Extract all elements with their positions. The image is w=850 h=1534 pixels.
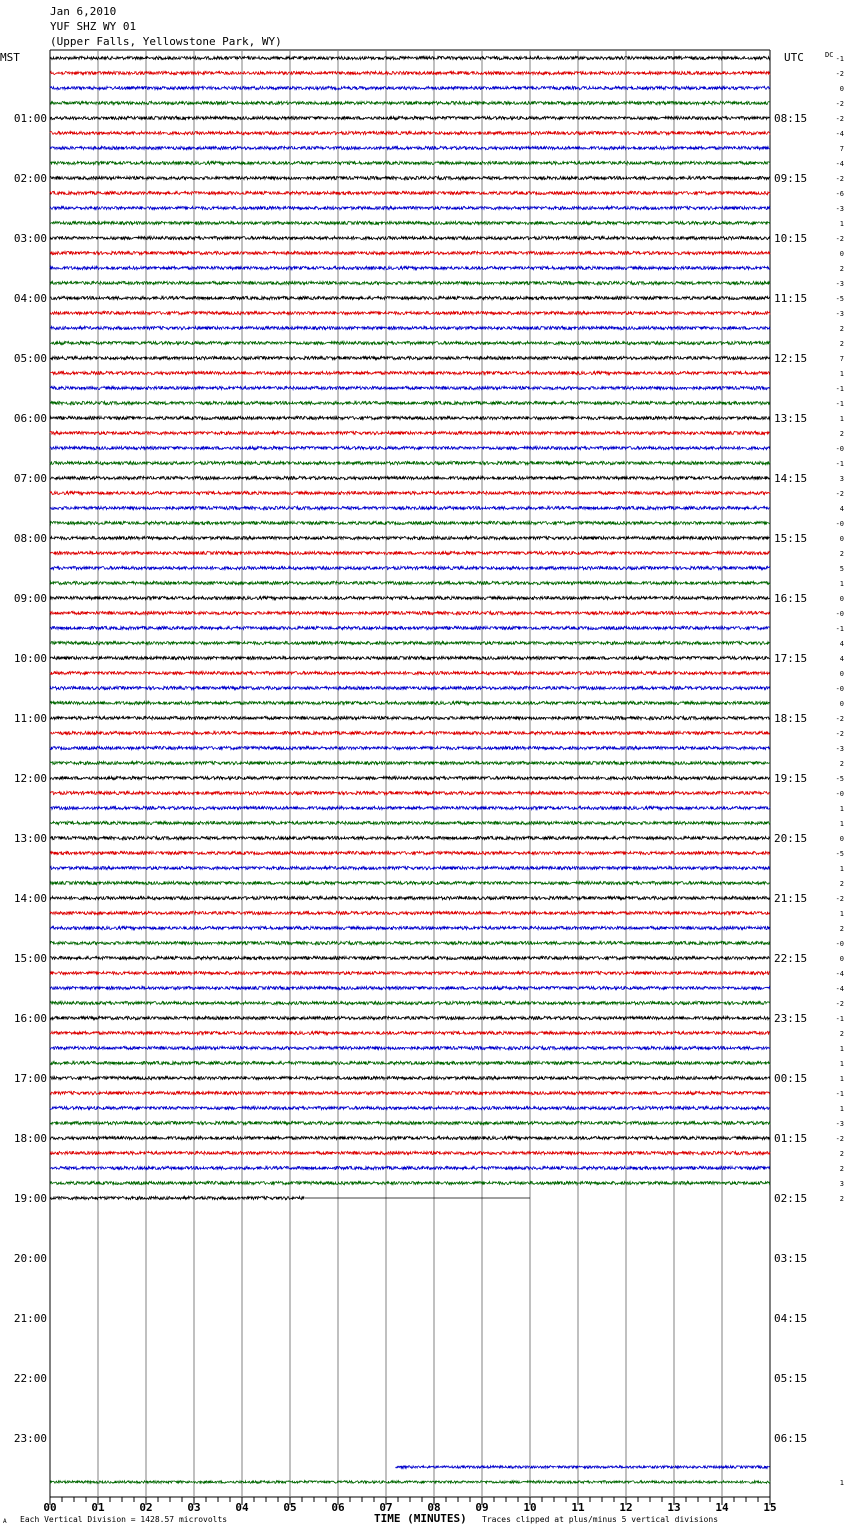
mst-hour-label: 17:00	[13, 1072, 47, 1085]
seismic-trace	[50, 356, 770, 359]
mst-axis-label: MST	[0, 51, 20, 64]
mst-hour-label: 02:00	[13, 172, 47, 185]
seismic-trace	[50, 326, 770, 329]
dc-offset-value: 0	[839, 535, 844, 543]
mst-hour-label: 13:00	[13, 832, 47, 845]
seismic-trace	[50, 401, 770, 404]
seismic-trace	[50, 1031, 770, 1034]
seismic-trace	[50, 1166, 770, 1169]
seismic-trace	[50, 941, 770, 944]
seismic-trace	[50, 131, 770, 134]
utc-hour-label: 19:15	[774, 772, 808, 785]
header-station: YUF SHZ WY 01	[50, 20, 137, 33]
mst-hour-label: 10:00	[13, 652, 47, 665]
dc-offset-value: 0	[839, 700, 844, 708]
x-tick-label: 00	[43, 1501, 57, 1514]
dc-offset-value: 2	[839, 1195, 844, 1203]
seismic-trace	[50, 851, 770, 854]
utc-hour-label: 13:15	[774, 412, 808, 425]
clip-note: Traces clipped at plus/minus 5 vertical divisions	[482, 1515, 719, 1524]
utc-hour-label: 11:15	[774, 292, 808, 305]
utc-hour-label: 05:15	[774, 1372, 808, 1385]
dc-offset-value: -2	[835, 490, 844, 498]
dc-offset-value: -3	[835, 205, 844, 213]
seismic-trace	[50, 641, 770, 644]
seismic-trace	[50, 836, 770, 839]
seismic-trace	[50, 806, 770, 809]
x-tick-label: 08	[427, 1501, 441, 1514]
dc-offset-value: -2	[835, 100, 844, 108]
seismic-trace	[50, 1076, 770, 1079]
dc-offset-value: 1	[839, 415, 844, 423]
header-date: Jan 6,2010	[50, 5, 117, 18]
seismic-trace	[50, 686, 770, 689]
dc-offset-value: -5	[835, 295, 844, 303]
utc-hour-label: 08:15	[774, 112, 808, 125]
utc-hour-label: 09:15	[774, 172, 808, 185]
dc-offset-value: -4	[835, 970, 844, 978]
utc-hour-label: 10:15	[774, 232, 808, 245]
dc-offset-value: 3	[839, 475, 844, 483]
dc-offset-value: -3	[835, 745, 844, 753]
x-tick-label: 12	[619, 1501, 633, 1514]
utc-hour-label: 23:15	[774, 1012, 808, 1025]
dc-offset-value: -0	[835, 790, 844, 798]
dc-offset-value: 0	[839, 955, 844, 963]
mst-hour-label: 01:00	[13, 112, 47, 125]
seismic-trace	[50, 731, 770, 734]
seismic-trace	[50, 236, 770, 239]
seismic-trace	[50, 206, 770, 209]
dc-offset-value: 0	[839, 595, 844, 603]
dc-offset-value: 1	[839, 220, 844, 228]
seismic-trace	[50, 1061, 770, 1064]
seismic-trace	[50, 251, 770, 254]
axis-labels	[0, 51, 844, 1514]
x-tick-label: 10	[523, 1501, 537, 1514]
seismic-trace	[50, 761, 770, 764]
dc-offset-value: 1	[839, 1045, 844, 1053]
scale-note: Each Vertical Division = 1428.57 microvolts	[20, 1515, 228, 1524]
seismic-trace	[50, 116, 770, 119]
dc-offset-value: 2	[839, 325, 844, 333]
dc-offset-value: -0	[835, 520, 844, 528]
seismic-trace	[50, 446, 770, 449]
dc-offset-value: -3	[835, 280, 844, 288]
seismic-trace	[50, 461, 770, 464]
dc-offset-value: 2	[839, 265, 844, 273]
seismic-trace	[50, 911, 770, 914]
seismic-trace	[50, 416, 770, 419]
dc-offset-value: 7	[839, 355, 844, 363]
seismic-trace	[50, 611, 770, 614]
seismic-trace	[50, 56, 770, 59]
seismic-trace	[50, 881, 770, 884]
x-tick-label: 07	[379, 1501, 393, 1514]
mst-hour-label: 06:00	[13, 412, 47, 425]
dc-offset-value: 3	[839, 1180, 844, 1188]
dc-offset-value: 1	[839, 1479, 844, 1487]
seismic-trace	[50, 386, 770, 389]
seismic-trace	[50, 956, 770, 959]
seismic-trace	[50, 821, 770, 824]
seismic-trace	[50, 101, 770, 104]
seismic-trace	[50, 1046, 770, 1049]
dc-offset-value: -2	[835, 730, 844, 738]
mst-hour-label: 05:00	[13, 352, 47, 365]
seismic-trace	[50, 776, 770, 779]
dc-offset-value: -3	[835, 310, 844, 318]
utc-hour-label: 03:15	[774, 1252, 808, 1265]
dc-offset-value: 1	[839, 820, 844, 828]
dc-offset-value: -2	[835, 1135, 844, 1143]
seismic-trace	[50, 1091, 770, 1094]
dc-offset-value: 4	[839, 640, 844, 648]
dc-offset-value: -2	[835, 895, 844, 903]
seismic-trace	[50, 161, 770, 164]
dc-offset-value: 2	[839, 550, 844, 558]
seismic-trace	[50, 341, 770, 344]
seismic-trace	[50, 476, 770, 479]
seismic-traces	[50, 56, 770, 1483]
mst-hour-label: 12:00	[13, 772, 47, 785]
dc-offset-value: 1	[839, 1060, 844, 1068]
x-tick-label: 05	[283, 1501, 297, 1514]
seismic-trace	[50, 1016, 770, 1019]
x-tick-label: 13	[667, 1501, 681, 1514]
dc-offset-value: -2	[835, 715, 844, 723]
mst-hour-label: 21:00	[13, 1312, 47, 1325]
x-tick-label: 11	[571, 1501, 585, 1514]
seismic-trace	[50, 191, 770, 194]
utc-hour-label: 16:15	[774, 592, 808, 605]
seismic-trace	[50, 176, 770, 179]
seismic-trace	[50, 671, 770, 674]
seismic-trace	[50, 596, 770, 599]
seismic-trace	[50, 566, 770, 569]
dc-offset-value: -1	[835, 625, 844, 633]
utc-axis-label: UTC	[784, 51, 804, 64]
mst-hour-label: 09:00	[13, 592, 47, 605]
dc-offset-value: 1	[839, 580, 844, 588]
utc-hour-label: 00:15	[774, 1072, 808, 1085]
seismic-trace	[50, 581, 770, 584]
seismic-trace	[50, 716, 770, 719]
seismic-trace	[50, 1106, 770, 1109]
header-location: (Upper Falls, Yellowstone Park, WY)	[50, 35, 282, 48]
dc-offset-value: -1	[835, 1090, 844, 1098]
seismic-trace	[50, 311, 770, 314]
seismic-trace-late-blue	[396, 1466, 770, 1469]
utc-hour-label: 14:15	[774, 472, 808, 485]
dc-offset-value: 1	[839, 805, 844, 813]
dc-offset-value: -2	[835, 175, 844, 183]
utc-hour-label: 02:15	[774, 1192, 808, 1205]
mst-hour-label: 11:00	[13, 712, 47, 725]
seismic-trace	[50, 296, 770, 299]
dc-offset-value: 2	[839, 925, 844, 933]
seismic-trace	[50, 926, 770, 929]
dc-offset-value: -3	[835, 1120, 844, 1128]
dc-label: DC	[825, 51, 834, 59]
dc-offset-value: -0	[835, 445, 844, 453]
seismic-trace	[50, 281, 770, 284]
utc-hour-label: 06:15	[774, 1432, 808, 1445]
dc-offset-value: 4	[839, 505, 844, 513]
seismic-trace	[50, 746, 770, 749]
dc-offset-value: 1	[839, 370, 844, 378]
dc-offset-value: 1	[839, 910, 844, 918]
mst-hour-label: 19:00	[13, 1192, 47, 1205]
dc-offset-value: -5	[835, 775, 844, 783]
utc-hour-label: 21:15	[774, 892, 808, 905]
dc-offset-value: 2	[839, 340, 844, 348]
dc-offset-value: -1	[835, 460, 844, 468]
dc-offset-value: -1	[835, 385, 844, 393]
utc-hour-label: 20:15	[774, 832, 808, 845]
seismic-trace	[50, 1151, 770, 1154]
seismic-trace	[50, 371, 770, 374]
x-tick-label: 01	[91, 1501, 105, 1514]
x-tick-label: 06	[331, 1501, 345, 1514]
dc-offset-value: -2	[835, 235, 844, 243]
dc-offset-value: 0	[839, 85, 844, 93]
dc-offset-value: -2	[835, 70, 844, 78]
x-tick-label: 09	[475, 1501, 489, 1514]
seismic-trace	[50, 521, 770, 524]
dc-offset-value: -0	[835, 940, 844, 948]
dc-offset-value: -1	[835, 1015, 844, 1023]
dc-offset-value: 1	[839, 865, 844, 873]
mst-hour-label: 14:00	[13, 892, 47, 905]
dc-offset-value: 5	[839, 565, 844, 573]
dc-offset-value: 0	[839, 250, 844, 258]
seismic-trace	[50, 701, 770, 704]
dc-offset-value: 0	[839, 670, 844, 678]
mst-hour-label: 16:00	[13, 1012, 47, 1025]
dc-offset-value: -5	[835, 850, 844, 858]
seismic-trace	[50, 221, 770, 224]
dc-offset-value: -6	[835, 190, 844, 198]
dc-offset-value: 2	[839, 430, 844, 438]
x-tick-label: 03	[187, 1501, 201, 1514]
seismic-trace	[50, 791, 770, 794]
seismic-trace	[50, 626, 770, 629]
mst-hour-label: 08:00	[13, 532, 47, 545]
seismic-trace	[50, 866, 770, 869]
seismic-trace	[50, 971, 770, 974]
dc-offset-value: -0	[835, 685, 844, 693]
seismic-trace	[50, 896, 770, 899]
dc-offset-value: 1	[839, 1105, 844, 1113]
mst-hour-label: 18:00	[13, 1132, 47, 1145]
utc-hour-label: 17:15	[774, 652, 808, 665]
utc-hour-label: 15:15	[774, 532, 808, 545]
seismic-trace	[50, 1136, 770, 1139]
dc-offset-value: -1	[835, 400, 844, 408]
seismic-trace	[50, 491, 770, 494]
mst-hour-label: 23:00	[13, 1432, 47, 1445]
dc-offset-value: 2	[839, 1030, 844, 1038]
mst-hour-label: 15:00	[13, 952, 47, 965]
dc-offset-value: 0	[839, 835, 844, 843]
seismic-trace	[50, 1196, 304, 1199]
utc-hour-label: 01:15	[774, 1132, 808, 1145]
x-tick-label: 02	[139, 1501, 153, 1514]
seismic-trace	[50, 536, 770, 539]
seismic-trace	[50, 1121, 770, 1124]
dc-offset-value: 7	[839, 145, 844, 153]
mst-hour-label: 07:00	[13, 472, 47, 485]
mst-hour-label: 04:00	[13, 292, 47, 305]
seismic-trace	[50, 431, 770, 434]
seismic-trace	[50, 1181, 770, 1184]
x-axis-title: TIME (MINUTES)	[374, 1512, 467, 1525]
seismic-trace	[50, 86, 770, 89]
utc-hour-label: 12:15	[774, 352, 808, 365]
dc-offset-value: -2	[835, 115, 844, 123]
utc-hour-label: 22:15	[774, 952, 808, 965]
seismic-trace	[50, 506, 770, 509]
seismic-trace	[50, 551, 770, 554]
seismic-trace	[50, 71, 770, 74]
utc-hour-label: 04:15	[774, 1312, 808, 1325]
dc-offset-value: -1	[835, 55, 844, 63]
seismic-trace	[50, 146, 770, 149]
footer-left-mark: A	[3, 1518, 7, 1525]
dc-offset-value: 2	[839, 1150, 844, 1158]
mst-hour-label: 22:00	[13, 1372, 47, 1385]
dc-offset-value: -2	[835, 1000, 844, 1008]
x-tick-label: 15	[763, 1501, 777, 1514]
dc-offset-value: 2	[839, 760, 844, 768]
dc-offset-value: 2	[839, 880, 844, 888]
utc-hour-label: 18:15	[774, 712, 808, 725]
seismic-trace	[50, 986, 770, 989]
dc-offset-value: 4	[839, 655, 844, 663]
dc-offset-value: -0	[835, 610, 844, 618]
mst-hour-label: 03:00	[13, 232, 47, 245]
dc-offset-value: 2	[839, 1165, 844, 1173]
dc-offset-value: -4	[835, 160, 844, 168]
seismic-trace	[50, 1001, 770, 1004]
seismic-trace-late-green	[50, 1481, 770, 1484]
dc-offset-value: -4	[835, 130, 844, 138]
x-tick-label: 04	[235, 1501, 249, 1514]
x-tick-label: 14	[715, 1501, 729, 1514]
seismic-trace	[50, 656, 770, 659]
dc-offset-value: 1	[839, 1075, 844, 1083]
seismic-trace	[50, 266, 770, 269]
dc-offset-value: -4	[835, 985, 844, 993]
mst-hour-label: 20:00	[13, 1252, 47, 1265]
